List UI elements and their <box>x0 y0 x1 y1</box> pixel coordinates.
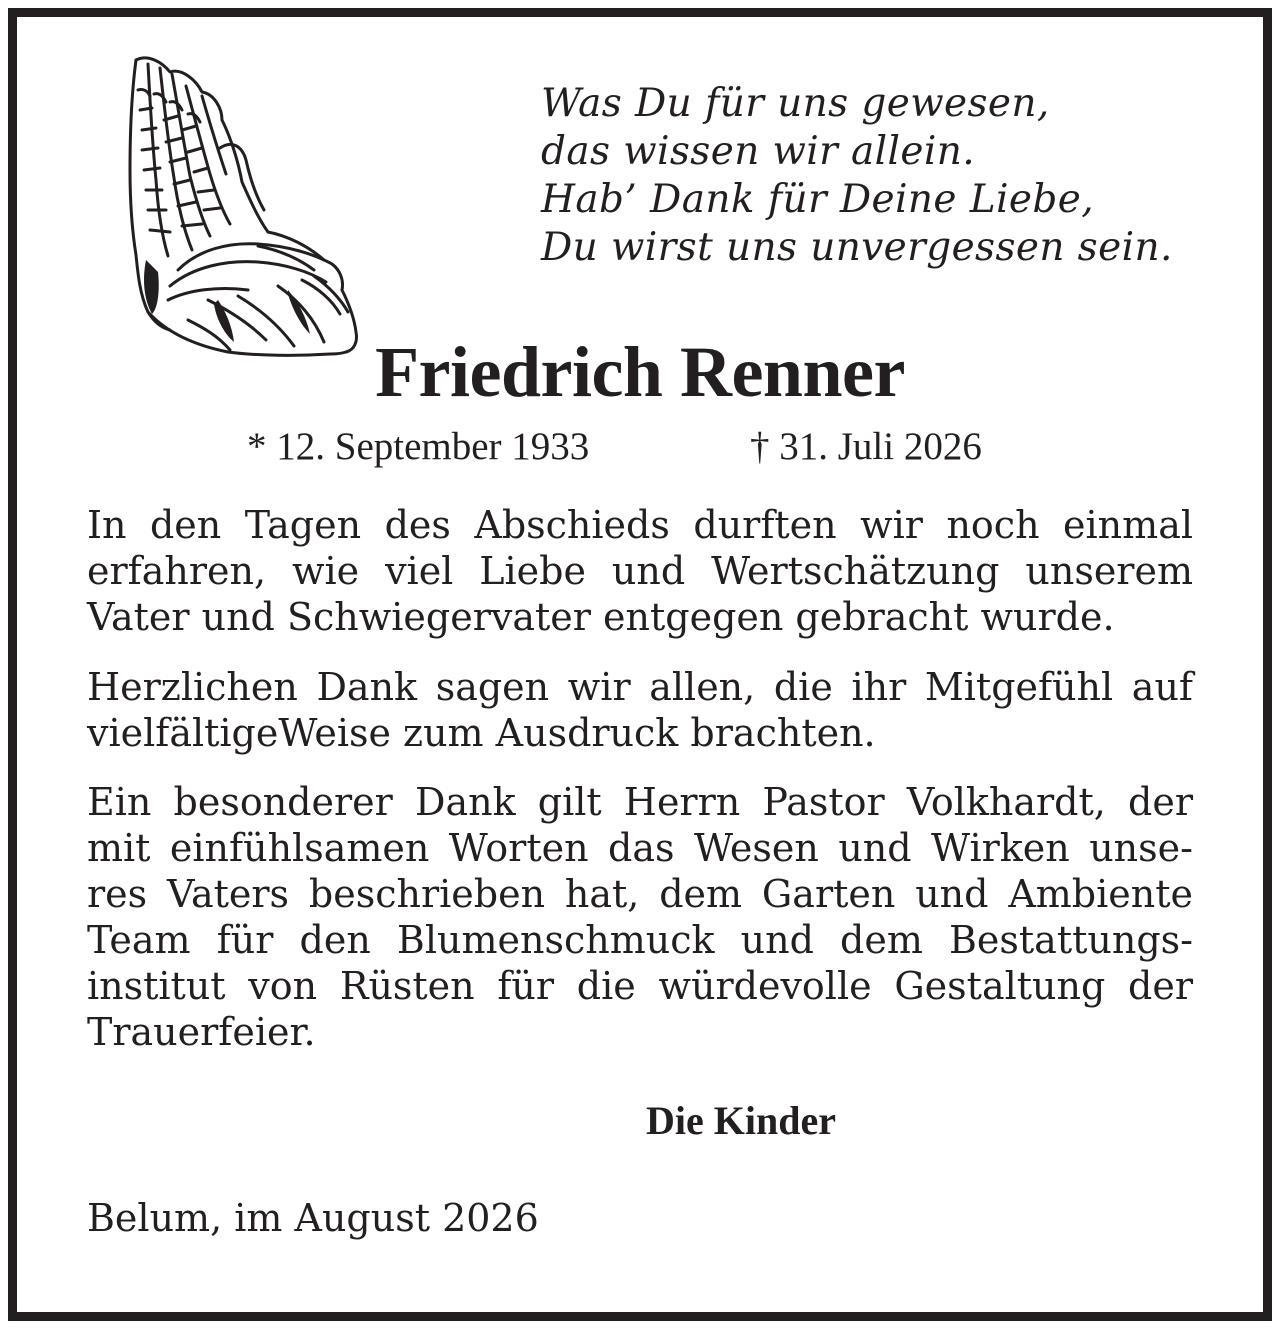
memorial-verse <box>541 80 1221 272</box>
paragraph-line: institut von Rüsten für die würdevolle Gestaltung der <box>87 964 1193 1008</box>
paragraph-line: mit einfühlsamen Worten das Wesen und Wirken unse- <box>87 826 1193 870</box>
praying-hands-icon <box>118 50 368 360</box>
thanks-paragraph-sympathy <box>87 664 1193 756</box>
verse-line: Was Du für uns gewesen, <box>541 81 1050 126</box>
paragraph-line: Team für den Blumenschmuck und dem Bestattungs- <box>87 918 1193 962</box>
paragraph-line: In den Tagen des Abschieds durften wir noch einmal <box>87 503 1193 547</box>
signature: Die Kinder <box>646 1098 836 1143</box>
paragraph-line: vielfältigeWeise zum Ausdruck brachten. <box>87 711 876 755</box>
birth-date: * 12. September 1933 <box>247 425 590 468</box>
verse-line: Hab’ Dank für Deine Liebe, <box>541 177 1094 222</box>
paragraph-line: Vater und Schwiegervater entgegen gebracht wurde. <box>87 595 1115 639</box>
verse-line: Du wirst uns unvergessen sein. <box>541 225 1173 270</box>
death-date: † 31. Juli 2026 <box>750 425 982 468</box>
thanks-paragraph-special <box>87 779 1193 1055</box>
place-and-date: Belum, im August 2026 <box>87 1196 539 1240</box>
paragraph-line: Herzlichen Dank sagen wir allen, die ihr Mitgefühl auf <box>87 665 1193 709</box>
paragraph-line: erfahren, wie viel Liebe und Wertschätzung unserem <box>87 549 1193 593</box>
paragraph-line: res Vaters beschrieben hat, dem Garten und Ambiente <box>87 872 1193 916</box>
thanks-paragraph-farewell <box>87 502 1193 640</box>
paragraph-line: Ein besonderer Dank gilt Herrn Pastor Volkhardt, der <box>87 780 1193 824</box>
deceased-name: Friedrich Renner <box>375 332 905 412</box>
verse-line: das wissen wir allein. <box>541 129 976 174</box>
paragraph-line: Trauerfeier. <box>87 1010 316 1054</box>
